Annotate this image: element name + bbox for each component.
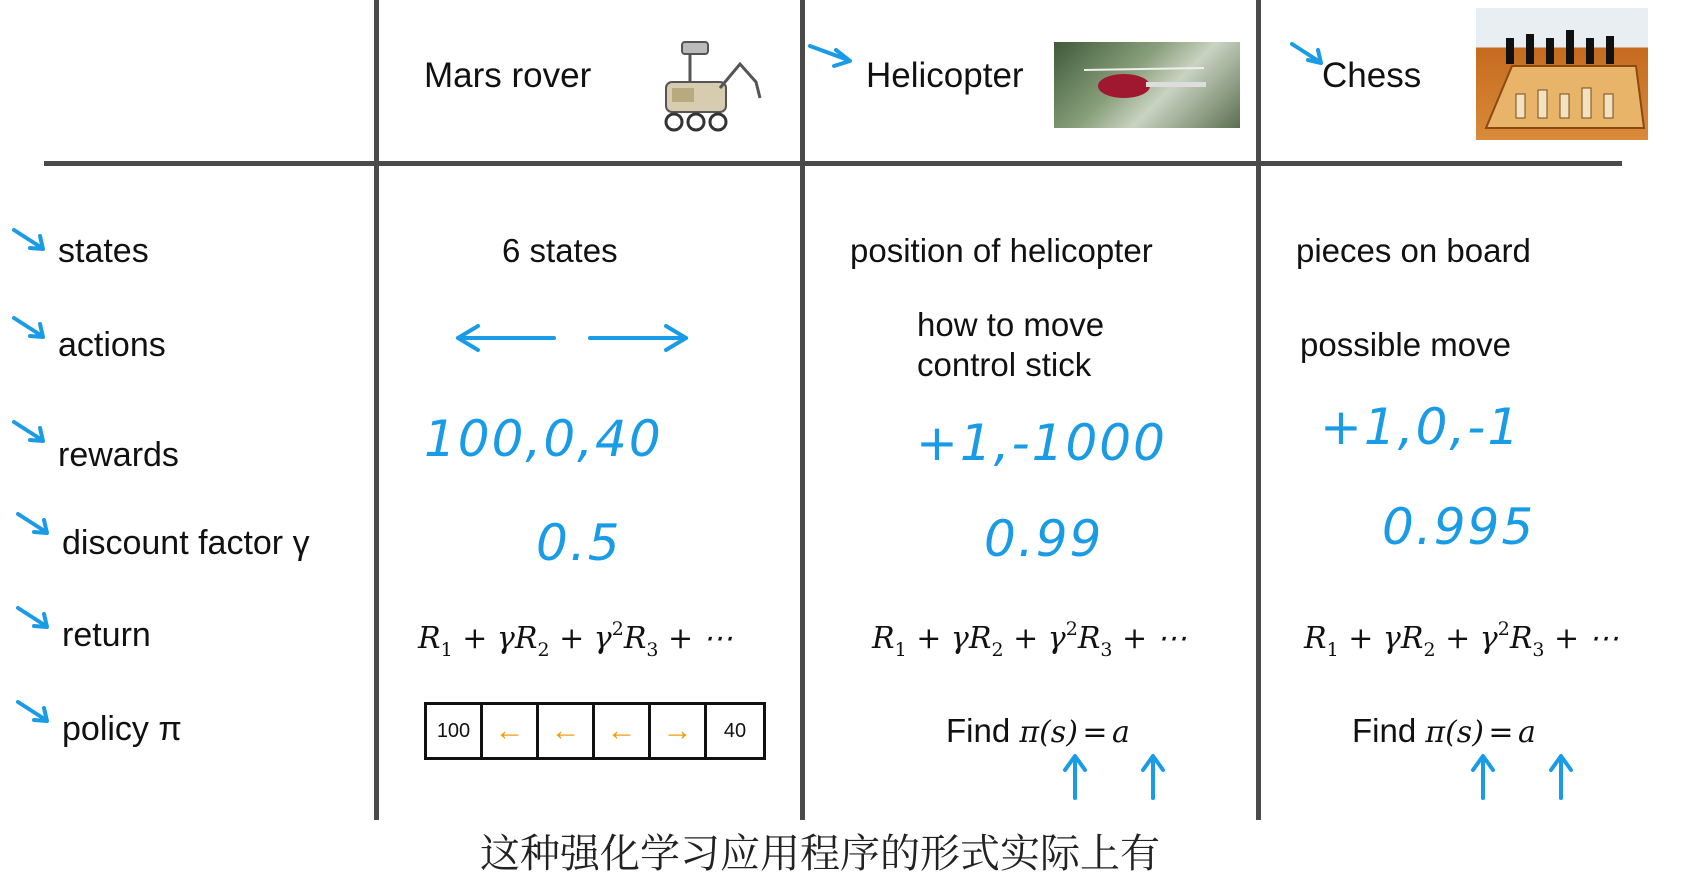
divider-col3 xyxy=(1256,0,1261,820)
video-subtitle: 这种强化学习应用程序的形式实际上有 xyxy=(480,831,1160,877)
heli-policy-formula: Find π(s) = a xyxy=(946,712,1130,750)
heli-actions-line2: control stick xyxy=(917,346,1092,383)
row-label-states: states xyxy=(58,232,149,270)
helicopter-image xyxy=(1054,42,1240,128)
policy-cell: ← xyxy=(595,705,651,757)
heli-states: position of helicopter xyxy=(850,232,1153,269)
chess-policy-formula: Find π(s) = a xyxy=(1352,712,1536,750)
chess-image xyxy=(1476,8,1648,140)
row-label-return: return xyxy=(62,616,151,654)
mars-rover-title: Mars rover xyxy=(424,56,592,95)
mars-states: 6 states xyxy=(502,232,618,269)
actions-pointer-icon xyxy=(10,314,50,344)
heli-discount: 0.99 xyxy=(984,510,1104,568)
policy-cell: 40 xyxy=(723,719,747,742)
heli-policy-up-arrows-icon xyxy=(1062,752,1172,802)
chess-states: pieces on board xyxy=(1296,232,1531,269)
mars-discount: 0.5 xyxy=(536,514,622,572)
divider-col2 xyxy=(800,0,805,820)
policy-cell: ← xyxy=(483,705,539,757)
row-label-policy: policy π xyxy=(62,710,182,748)
chess-discount: 0.995 xyxy=(1382,498,1536,556)
row-label-actions: actions xyxy=(58,326,166,364)
heli-rewards: +1,-1000 xyxy=(916,414,1167,472)
mars-rewards: 100,0,40 xyxy=(424,410,663,468)
chess-rewards: +1,0,-1 xyxy=(1320,398,1522,456)
mars-rover-image xyxy=(660,38,770,136)
mars-actions-arrows-icon xyxy=(452,320,692,356)
divider-col1 xyxy=(374,0,379,820)
chess-policy-up-arrows-icon xyxy=(1470,752,1580,802)
heli-return-formula: $R_1 + \gamma R_2 + \gamma^2R_3$ + ⋯ xyxy=(872,618,1187,661)
helicopter-pointer-icon xyxy=(806,40,858,70)
helicopter-title: Helicopter xyxy=(866,56,1024,95)
policy-pointer-icon xyxy=(14,698,54,728)
policy-cell: → xyxy=(651,705,707,757)
header-divider xyxy=(44,161,1622,166)
video-subtitle-bar xyxy=(0,826,1695,877)
policy-cell: ← xyxy=(539,705,595,757)
heli-actions-line1: how to move xyxy=(917,306,1105,343)
chess-actions: possible move xyxy=(1300,326,1511,363)
row-label-rewards: rewards xyxy=(58,436,179,474)
row-label-discount: discount factor γ xyxy=(62,524,310,562)
mars-return-formula: $R_1 + \gamma R_2 + \gamma^2R_3$ + ⋯ xyxy=(418,618,733,661)
policy-cell: 100 xyxy=(427,705,483,757)
discount-pointer-icon xyxy=(14,510,54,540)
rewards-pointer-icon xyxy=(10,418,50,448)
mars-policy-grid xyxy=(424,702,766,760)
states-pointer-icon xyxy=(10,226,50,256)
chess-return-formula: $R_1 + \gamma R_2 + \gamma^2R_3$ + ⋯ xyxy=(1304,618,1619,661)
chess-title: Chess xyxy=(1322,56,1422,95)
return-pointer-icon xyxy=(14,604,54,634)
